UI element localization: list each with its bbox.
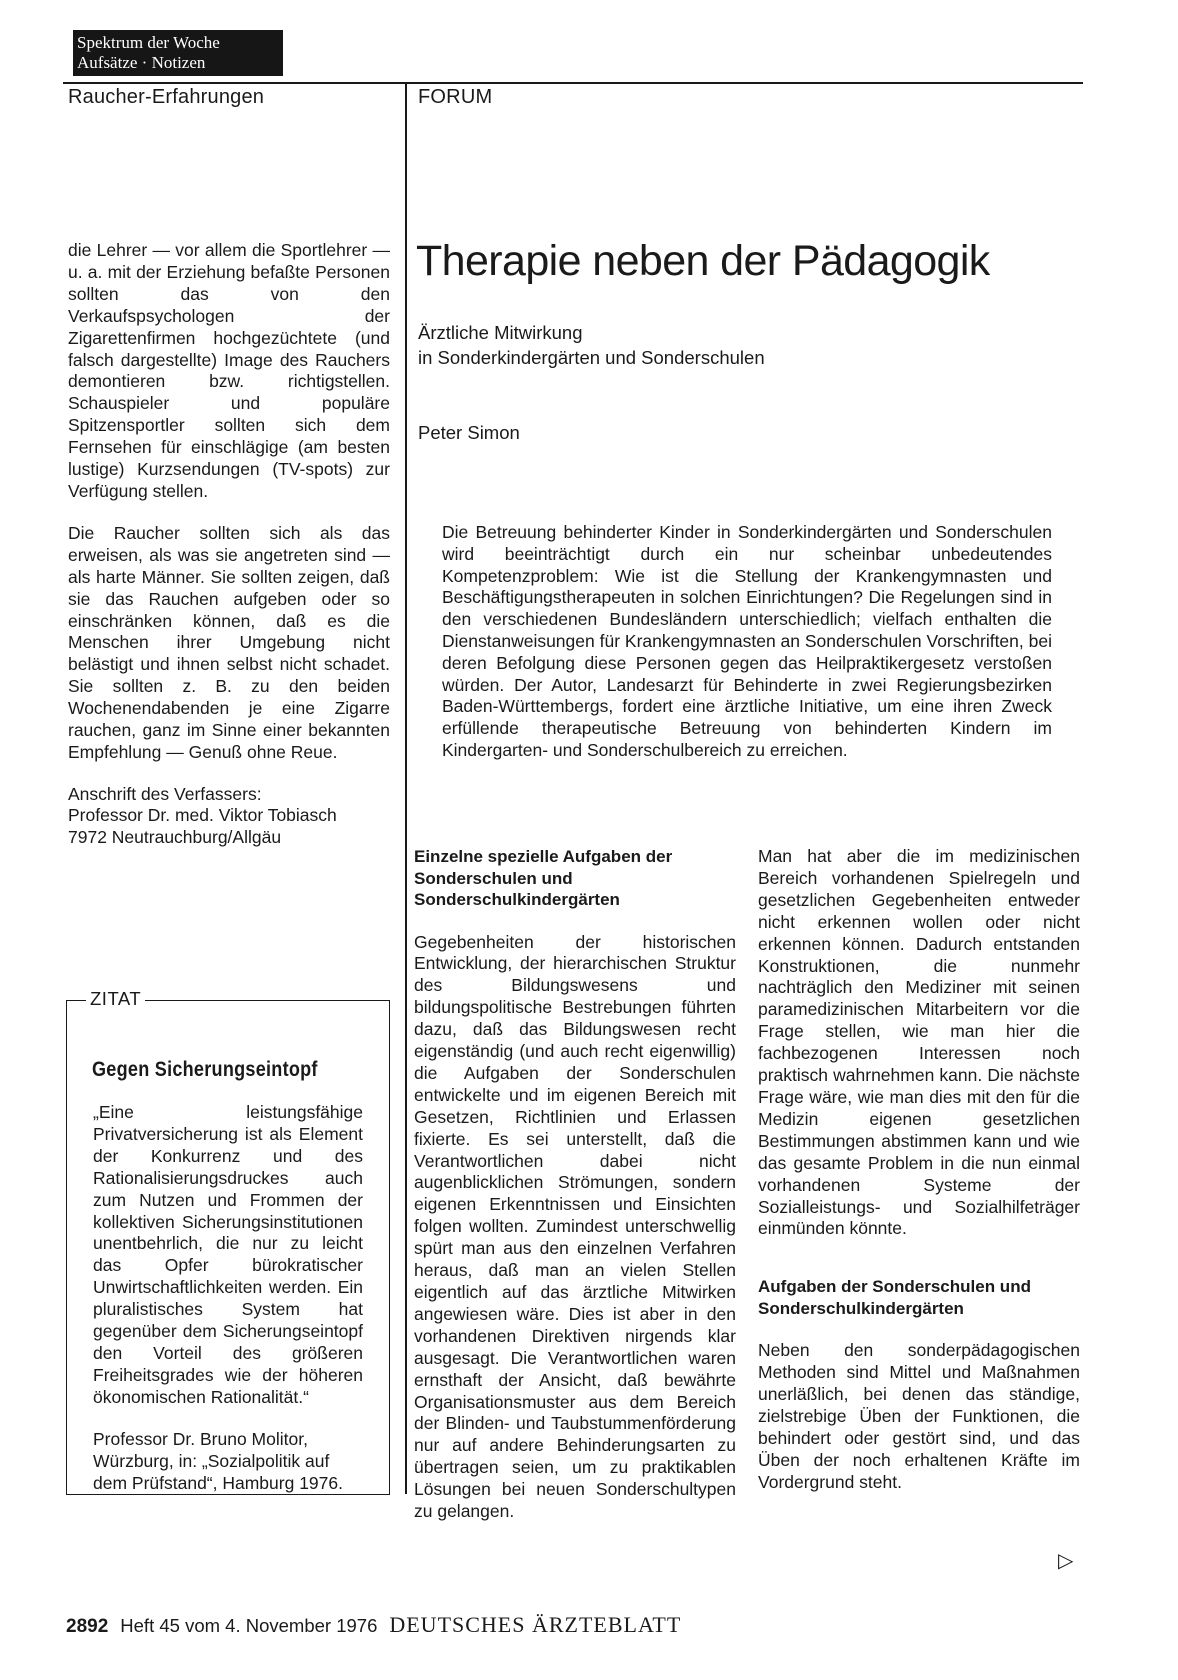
zitat-source: Professor Dr. Bruno Molitor, Würzburg, in: „Sozialpolitik auf dem Prüfstand“, Hamburg 1976.	[93, 1428, 343, 1493]
article-rubric: FORUM	[418, 86, 493, 108]
address-city: 7972 Neutrauchburg/Allgäu	[68, 826, 282, 847]
column-divider	[405, 82, 407, 1494]
zitat-body	[93, 1102, 363, 1494]
author-address	[68, 784, 390, 849]
address-name: Professor Dr. med. Viktor Tobiasch	[68, 805, 337, 826]
zitat-title: Gegen Sicherungseintopf	[92, 1058, 318, 1081]
section-badge-line2: Aufsätze · Notizen	[77, 53, 206, 72]
zitat-label: ZITAT	[86, 988, 145, 1010]
article-author: Peter Simon	[418, 422, 520, 443]
article-abstract-wrap	[442, 522, 1052, 762]
page-number: 2892	[66, 1616, 109, 1637]
left-column-body	[68, 240, 390, 848]
issue-info: Heft 45 vom 4. November 1976	[120, 1615, 378, 1636]
zitat-quote: „Eine leistungsfähige Privatversicherung ist als Element der Konkurrenz und des Rationalisierungsdruckes auch zum Nutzen und Frommen der kollektiven Sicherungsinstitutionen unentbehrlich, die nur zu leicht das Opfer bürokratischer Unwirtschaftlichkeiten werden. Ein pluralistisches System hat gegenüber dem Sicherungseintopf den Vorteil des größeren Freiheitsgrades wie der höheren ökonomischen Rationalität.“	[93, 1102, 363, 1407]
zitat-title-wrap	[92, 1058, 382, 1082]
col2-heading: Aufgaben der Sonderschulen und Sonderschulkindergärten	[758, 1277, 1031, 1318]
article-column-2	[758, 846, 1080, 1494]
article-subtitle	[418, 320, 765, 370]
section-badge	[73, 30, 283, 76]
col1-text: Gegebenheiten der historischen Entwicklung, der hierarchischen Struktur des Bildungswesens und bildungspolitische Bestrebungen führten dazu, daß das Bildungswesen recht eigenständig (und auch recht eigenwillig) die Aufgaben der Sonderschulen entwickelte und im eigenen Bereich mit Gesetzen, Richtlinien und Erlassen fixierte. Es sei unterstellt, daß die Verantwortlichen dabei nicht augenblicklichen Strömungen, sondern eigenen Erkenntnissen und Einsichten folgen wollten. Zumindest unterschwellig spürt man aus den einzelnen Verfahren heraus, daß man an vielen Stellen eigentlich auf das ärztliche Mitwirken angewiesen wäre. Dies ist aber in den vorhandenen Direktiven nirgends klar ausgesagt. Die Verantwortlichen waren ernsthaft der Ansicht, daß bewährte Organisationsmuster aus dem Bereich der Blinden- und Taubstummenförderung nur auf andere Behinderungsarten zu übertragen seien, um zu praktikablen Lösungen bei neuen Sonderschultypen zu gelangen.	[414, 931, 736, 1522]
top-rule	[63, 82, 1083, 84]
address-label: Anschrift des Verfassers:	[68, 783, 262, 804]
article-abstract: Die Betreuung behinderter Kinder in Sonderkindergärten und Sonderschulen wird beeinträchtigt durch ein nur scheinbar unbedeutendes Kompetenzproblem: Wie ist die Stellung der Krankengymnasten und Beschäftigungstherapeuten in solchen Einrichtungen? Die Regelungen sind in den verschiedenen Bundesländern unterschiedlich; vielfach enthalten die Dienstanweisungen für Krankengymnasten an Sonderschulen Vorschriften, bei deren Befolgung diese Personen gegen das Heilpraktikergesetz verstoßen würden. Der Autor, Landesarzt für Behinderte in zwei Regierungsbezirken Baden-Württembergs, fordert eine ärztliche Initiative, um eine ihren Zweck erfüllende therapeutische Betreuung von behinderten Kindern im Kindergarten- und Sonderschulbereich zu erreichen.	[442, 522, 1052, 760]
col2-text-2: Neben den sonderpädagogischen Methoden sind Mittel und Maßnahmen unerläßlich, bei denen das ständige, zielstrebige Üben der Funktionen, die behindert oder gestört sind, und das Üben der noch erhaltenen Kräfte im Vordergrund steht.	[758, 1340, 1080, 1492]
continue-arrow-icon: ▷	[1058, 1550, 1074, 1572]
left-paragraph-2: Die Raucher sollten sich als das erweisen, als was sie angetreten sind — als harte Männer. Sie sollten zeigen, daß sie das Rauchen aufgeben oder so einschränken können, daß es die Menschen ihrer Umgebung nicht belästigt und ihnen selbst nicht schadet. Sie sollten z. B. zu den beiden Wochenendabenden je eine Zigarre rauchen, ganz im Sinne einer bekannten Empfehlung — Genuß ohne Reue.	[68, 522, 390, 762]
article-title: Therapie neben der Pädagogik	[416, 237, 990, 285]
page-footer	[66, 1612, 681, 1638]
col1-heading: Einzelne spezielle Aufgaben der Sonderschulen und Sonderschulkindergärten	[414, 847, 673, 909]
article-column-1	[414, 846, 736, 1523]
col2-text-1: Man hat aber die im medizinischen Bereich vorhandenen Spielregeln und gesetzlichen Gegebenheiten entweder nicht erkennen wollen oder nicht erkennen können. Dadurch entstanden Konstruktionen, die nunmehr nachträglich den Mediziner mit seinen paramedizinischen Mitarbeitern vor die Frage stellen, wie man hier die fachbezogenen Interessen noch praktisch wahrnehmen kann. Die nächste Frage wäre, wie man dies mit den für die Medizin eigenen gesetzlichen Bestimmungen abstimmen kann und wie das gesamte Problem in die nun einmal vorhandenen Systeme der Sozialleistungs- und Sozialhilfeträger einmünden könnte.	[758, 846, 1080, 1239]
left-column-heading: Raucher-Erfahrungen	[68, 86, 265, 108]
left-paragraph-1: die Lehrer — vor allem die Sportlehrer — u. a. mit der Erziehung befaßte Personen sollten das von den Verkaufspsychologen der Zigarettenfirmen hochgezüchtete (und falsch dargestellte) Image des Rauchers demontieren bzw. richtigstellen. Schauspieler und populäre Spitzensportler sollten sich dem Fernsehen für einschlägige (am besten lustige) Kurzsendungen (TV-spots) zur Verfügung stellen.	[68, 240, 390, 501]
article-subtitle-line1: Ärztliche Mitwirkung	[418, 322, 583, 343]
article-subtitle-line2: in Sonderkindergärten und Sonderschulen	[418, 347, 765, 368]
section-badge-line1: Spektrum der Woche	[77, 33, 220, 52]
magazine-name: DEUTSCHES ÄRZTEBLATT	[389, 1612, 682, 1637]
